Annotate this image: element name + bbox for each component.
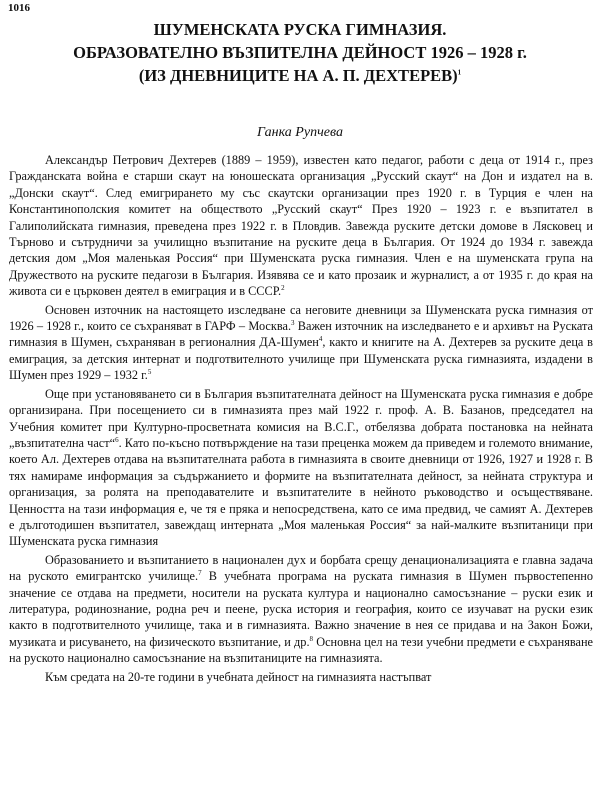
paragraph-5 [9, 669, 593, 685]
footnote-ref-6: 6 [115, 435, 119, 444]
footnote-ref-3: 3 [291, 318, 295, 327]
paragraph-2 [9, 302, 593, 384]
paragraph-4-text-b: В учебната програма на руската гимназия в Шумен първостепенно значение се отдава на предмети, носители на руската култура и национално самосъзнание – руски език и литература, родинознание, родна реч и пеене, руска история и география, които се изучават на руски език както в подготвителното училище, така и в гимназията. Важно значение в нея се придава и на Закон Божи, музиката и рисуването, на физическото възпитание, и др. [9, 569, 593, 649]
paragraph-4-text-a: Образованието и възпитанието в национален дух и борбата срещу денационализацията е главна задача на руското емигрантско училище. [9, 552, 593, 584]
title-line-1: ШУМЕНСКАТА РУСКА ГИМНАЗИЯ. [153, 20, 447, 39]
paragraph-4 [9, 552, 593, 667]
title-line-3-text: (ИЗ ДНЕВНИЦИТЕ НА А. П. ДЕХТЕРЕВ) [138, 66, 458, 85]
paragraph-2-text-b: Важен източник на изследването е и архивът на Руската гимназия в Шумен, съхраняван в регионалния ДА-Шумен [9, 319, 593, 350]
title-line-3 [0, 64, 600, 87]
paragraph-5-text: Към средата на 20-те години в учебната дейност на гимназията настъпват [45, 669, 432, 684]
paragraph-2-text-a: Основен източник на настоящето изследване са неговите дневници за Шуменската руска гимназия от 1926 – 1928 г., които се съхраняват в ГАРФ – Москва. [9, 302, 593, 334]
paragraph-3-text-b: . Като по-късно потвърждение на тази преценка можем да приведем и големото внимание, което Ал. Дехтерев отдава на възпитателната работа в гимназията в своите дневници от 1926, 1927 и 1928 г. В тях намираме информация за съдържанието и формите на възпитателната дейност, за нейната структура и организация, за ролята на преподавателите и възпитателите в нейното ръководство и осъществяване. Ценността на тази информация е, че тя е пряка и непосредствена, като се има предвид, че самият А. Дехтерев е дълготодишен възпитател, завеждащ интерната „Моя маленькая Россия“ за най-малките възпитаници при Шуменската руска гимназия [9, 435, 593, 549]
article-body [9, 152, 593, 687]
paragraph-1-text: Александър Петрович Дехтерев (1889 – 1959), известен като педагог, работи с деца от 1914 г., през Гражданската война е старши скаут на юношеската организация „Русский скаут“ на Дон и издател на в. „Донски скаут“. След емигрирането му със скаутски организации през 1920 г. в Турция е член на Константинополския комитет на обществото „Русский скаут“ През 1920 – 1923 г. е възпитател в Галиполийската гимназия, преведена през 1922 г. в Пловдив. Завежда руските детски домове в Лясковец и Търново и сътрудничи за училищно възпитание на руските деца в България. От 1924 до 1934 г. завежда детския дом „Моя маленькая Россия“ при Шуменската руска гимназия. Член е на шуменската група на Дружеството на руските педагози в България. Изявява се и като прозаик и журналист, а от 1935 г. до края на живота си е църковен деятел в емиграция и в СССР. [9, 153, 593, 299]
footnote-ref-1: 1 [457, 68, 462, 77]
footnote-ref-5: 5 [147, 368, 152, 377]
paragraph-3 [9, 386, 593, 550]
footnote-ref-8: 8 [309, 634, 314, 643]
author-name: Ганка Рупчева [257, 125, 343, 140]
paragraph-3-text-a: Още при установяването си в България възпитателната дейност на Шуменската руска гимназия е добре организирана. При посещението си в гимназията през май 1922 г. проф. А. В. Базанов, председател на Учебния комитет при Културно-просветната комисия на В.С.Г., отбелязва добрата постановка на нейната „възпитателна част“ [9, 386, 593, 450]
footnote-ref-4: 4 [318, 335, 323, 344]
paragraph-1 [9, 152, 593, 300]
paragraph-2-text-c: , както и книгите на А. Дехтерев за руските деца в емиграция, за детския интернат и подготвителното училище при Шуменската руска гимназията, издадени в Шумен през 1929 – 1932 г. [9, 335, 593, 383]
footnote-ref-2: 2 [281, 284, 285, 293]
footnote-ref-7: 7 [198, 569, 202, 578]
page-number: 1016 [8, 2, 30, 14]
title-line-2: ОБРАЗОВАТЕЛНО ВЪЗПИТЕЛНА ДЕЙНОСТ 1926 – 1928 г. [73, 43, 527, 62]
paragraph-4-text-c: Основна цел на тези учебни предмети е съхраняване на руското национално самосъзнание на възпитаниците на гимназията. [9, 634, 594, 666]
article-title [0, 18, 600, 87]
